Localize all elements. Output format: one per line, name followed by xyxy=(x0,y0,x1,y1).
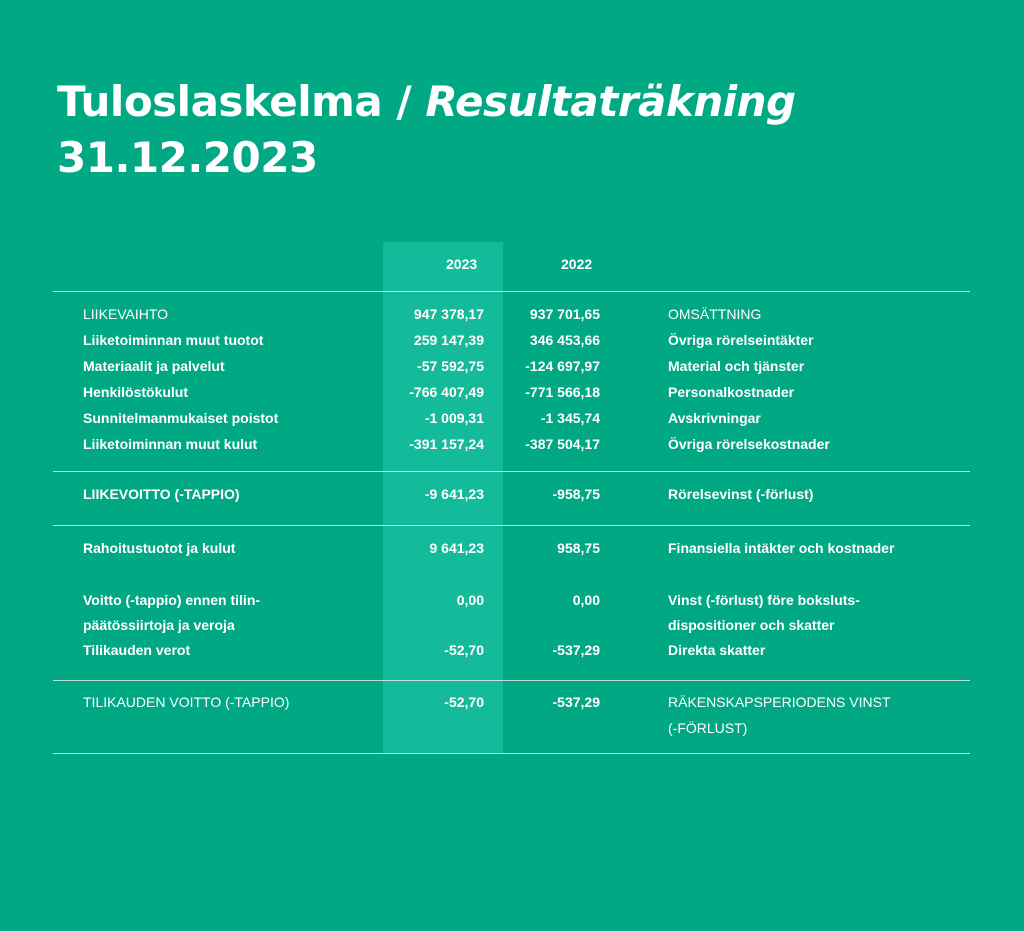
row-tilikauden-voitto-fi: TILIKAUDEN VOITTO (-TAPPIO) xyxy=(83,694,290,710)
row-liikevaihto-sv: OMSÄTTNING xyxy=(668,306,762,322)
row-muut-kulut-fi: Liiketoiminnan muut kulut xyxy=(83,436,258,452)
table-bottom-divider xyxy=(53,753,970,754)
row-rahoitus-fi: Rahoitustuotot ja kulut xyxy=(83,540,236,556)
row-henkilostokulut-sv: Personalkostnader xyxy=(668,384,795,400)
row-voitto-ennen-fi-line1: Voitto (-tappio) ennen tilin- xyxy=(83,592,261,608)
row-muut-kulut-2022: -387 504,17 xyxy=(525,436,600,452)
row-muut-kulut-2023: -391 157,24 xyxy=(409,436,484,452)
row-muut-kulut-sv: Övriga rörelsekostnader xyxy=(668,436,830,452)
row-tilikauden-voitto-sv-line2: (-FÖRLUST) xyxy=(668,720,748,736)
page-title xyxy=(57,74,796,186)
header-divider xyxy=(53,291,970,292)
row-muut-tuotot-2022: 346 453,66 xyxy=(529,332,600,348)
row-voitto-ennen-sv-line2: dispositioner och skatter xyxy=(668,617,835,633)
row-muut-tuotot-fi: Liiketoiminnan muut tuotot xyxy=(83,332,264,348)
row-liikevaihto-2022: 937 701,65 xyxy=(529,306,600,322)
row-materiaalit-2022: -124 697,97 xyxy=(525,358,600,374)
row-rahoitus-2023: 9 641,23 xyxy=(429,540,484,556)
row-liikevoitto-sv: Rörelsevinst (-förlust) xyxy=(668,486,814,502)
title-swedish: Resultaträkning xyxy=(425,77,796,126)
row-materiaalit-fi: Materiaalit ja palvelut xyxy=(83,358,225,374)
row-liikevaihto-2023: 947 378,17 xyxy=(413,306,484,322)
row-voitto-ennen-sv-line1: Vinst (-förlust) före boksluts- xyxy=(668,592,860,608)
row-liikevaihto-fi: LIIKEVAIHTO xyxy=(83,306,169,322)
title-finnish: Tuloslaskelma / xyxy=(57,77,426,126)
section-divider-result xyxy=(53,680,970,681)
row-liikevoitto-2022: -958,75 xyxy=(552,486,600,502)
row-materiaalit-sv: Material och tjänster xyxy=(668,358,805,374)
row-tilikauden-voitto-2022: -537,29 xyxy=(552,694,600,710)
row-verot-2023: -52,70 xyxy=(444,642,484,658)
column-header-2023: 2023 xyxy=(446,256,478,272)
section-divider-financial xyxy=(53,525,970,526)
row-tilikauden-voitto-sv-line1: RÄKENSKAPSPERIODENS VINST xyxy=(668,694,891,710)
row-poistot-fi: Sunnitelmanmukaiset poistot xyxy=(83,410,279,426)
row-muut-tuotot-2023: 259 147,39 xyxy=(413,332,484,348)
row-henkilostokulut-fi: Henkilöstökulut xyxy=(83,384,189,400)
row-rahoitus-sv: Finansiella intäkter och kostnader xyxy=(668,540,895,556)
row-voitto-ennen-2022: 0,00 xyxy=(572,592,600,608)
row-poistot-2023: -1 009,31 xyxy=(424,410,484,426)
section-divider-operating xyxy=(53,471,970,472)
title-date: 31.12.2023 xyxy=(57,133,318,182)
row-henkilostokulut-2023: -766 407,49 xyxy=(409,384,484,400)
row-tilikauden-voitto-2023: -52,70 xyxy=(444,694,484,710)
column-header-2022: 2022 xyxy=(561,256,593,272)
row-voitto-ennen-2023: 0,00 xyxy=(456,592,484,608)
row-voitto-ennen-fi-line2: päätössiirtoja ja veroja xyxy=(83,617,235,633)
row-verot-sv: Direkta skatter xyxy=(668,642,766,658)
row-materiaalit-2023: -57 592,75 xyxy=(417,358,484,374)
row-liikevoitto-2023: -9 641,23 xyxy=(424,486,484,502)
row-liikevoitto-fi: LIIKEVOITTO (-TAPPIO) xyxy=(83,486,240,502)
row-poistot-sv: Avskrivningar xyxy=(668,410,761,426)
row-verot-2022: -537,29 xyxy=(552,642,600,658)
row-verot-fi: Tilikauden verot xyxy=(83,642,191,658)
row-poistot-2022: -1 345,74 xyxy=(540,410,600,426)
row-henkilostokulut-2022: -771 566,18 xyxy=(525,384,600,400)
row-rahoitus-2022: 958,75 xyxy=(557,540,600,556)
row-muut-tuotot-sv: Övriga rörelseintäkter xyxy=(668,332,814,348)
